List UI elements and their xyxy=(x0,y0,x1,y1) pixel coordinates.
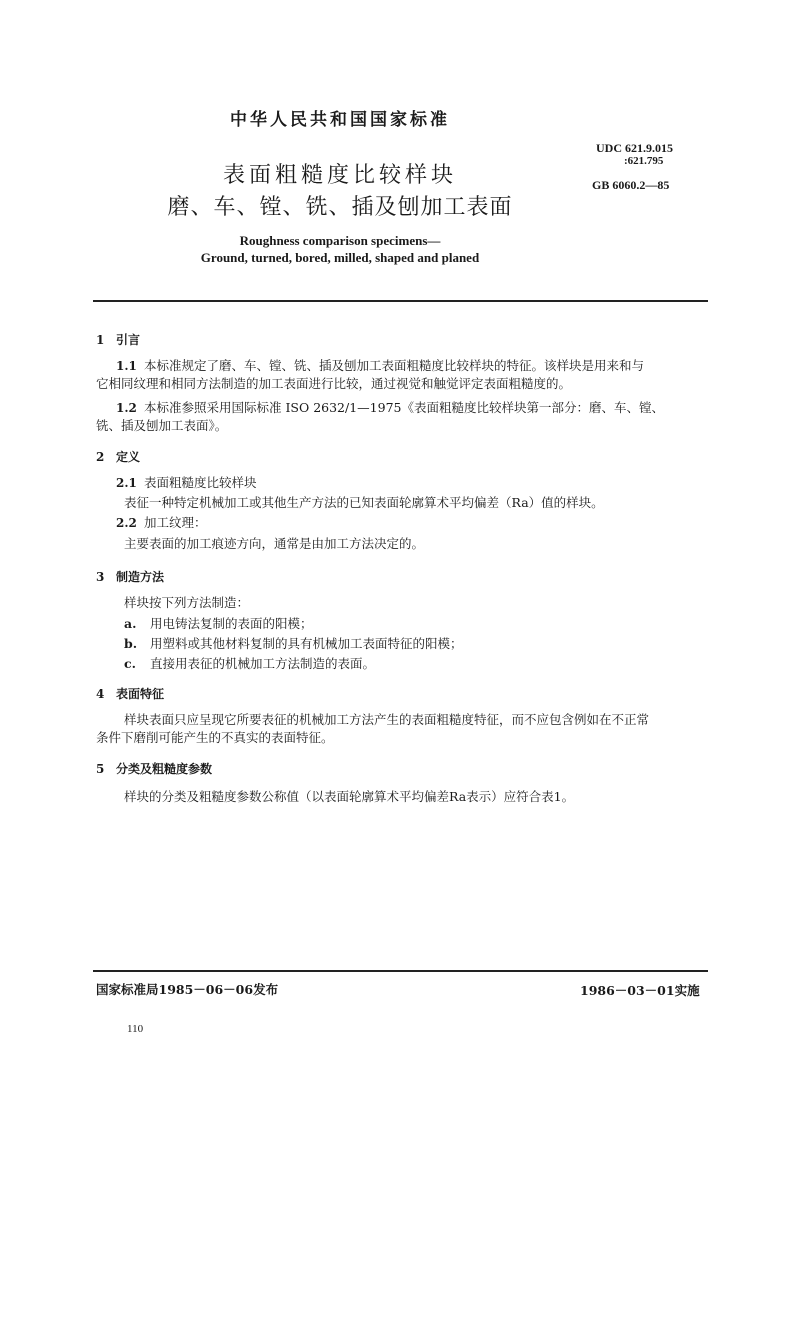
section-5-title: 分类及粗糙度参数 xyxy=(116,762,213,776)
section-3-number: 3 xyxy=(96,570,105,584)
list-item-b-text: 用塑料或其他材料复制的具有机械加工表面特征的阳模； xyxy=(150,636,463,651)
list-item-c-text: 直接用表征的机械加工方法制造的表面。 xyxy=(150,656,376,671)
section-5-number: 5 xyxy=(96,762,105,776)
list-item-c-mark: c. xyxy=(124,656,136,671)
list-item-a-mark: a. xyxy=(124,616,137,631)
document-subtitle: 磨、车、镗、铣、插及刨加工表面 xyxy=(167,195,513,220)
page-number: 110 xyxy=(127,1023,144,1035)
section-4-heading xyxy=(96,685,164,702)
english-title: Roughness comparison specimens— xyxy=(239,233,441,248)
section-3-intro: 样块按下列方法制造： xyxy=(124,595,250,610)
section-4-line-2: 条件下磨削可能产生的不真实的表面特征。 xyxy=(96,730,334,745)
section-1-number: 1 xyxy=(96,333,105,347)
clause-2-1-number: 2.1 xyxy=(116,476,137,490)
list-item-c xyxy=(124,654,375,672)
section-1-heading xyxy=(96,331,140,348)
clause-1-1-line-1: 本标准规定了磨、车、镗、铣、插及刨加工表面粗糙度比较样块的特征。该样块是用来和与 xyxy=(144,358,645,373)
section-5-heading xyxy=(96,760,212,777)
english-subtitle: Ground, turned, bored, milled, shaped and planed xyxy=(200,250,480,265)
list-item-b-mark: b. xyxy=(124,636,138,651)
header-divider xyxy=(93,300,708,302)
section-3-title: 制造方法 xyxy=(116,570,165,584)
footer-divider xyxy=(93,970,708,972)
section-2-number: 2 xyxy=(96,450,105,464)
clause-2-2-heading xyxy=(116,514,207,532)
section-4-number: 4 xyxy=(96,687,105,701)
section-3-heading xyxy=(96,568,164,585)
clause-1-1-number: 1.1 xyxy=(116,359,137,373)
section-2-title: 定义 xyxy=(116,450,141,464)
udc-line-2: :621.795 xyxy=(624,155,664,167)
standard-number: GB 6060.2—85 xyxy=(592,178,670,192)
section-4-line-1: 样块表面只应呈现它所要表征的机械加工方法产生的表面粗糙度特征，而不应包含例如在不正常 xyxy=(124,712,650,727)
clause-1-2-line-2: 铣、插及刨加工表面》。 xyxy=(96,418,228,433)
clause-1-1-line-2: 它相同纹理和相同方法制造的加工表面进行比较，通过视觉和触觉评定表面粗糙度的。 xyxy=(96,376,572,391)
list-item-b xyxy=(124,634,463,652)
document-title: 表面粗糙度比较样块 xyxy=(222,163,457,188)
clause-2-2-title: 加工纹理： xyxy=(144,515,207,530)
clause-1-2-number: 1.2 xyxy=(116,401,137,415)
clause-1-1 xyxy=(96,357,716,393)
section-4-text xyxy=(96,711,716,747)
clause-2-1-title: 表面粗糙度比较样块 xyxy=(144,475,257,490)
clause-2-1-heading xyxy=(116,474,257,492)
list-item-a xyxy=(124,614,313,632)
issuing-authority: 中华人民共和国国家标准 xyxy=(230,110,450,130)
list-item-a-text: 用电铸法复制的表面的阳模； xyxy=(150,616,313,631)
clause-2-2-number: 2.2 xyxy=(116,516,137,530)
clause-1-2 xyxy=(96,399,716,435)
section-2-heading xyxy=(96,448,140,465)
udc-line-1: UDC 621.9.015 xyxy=(596,141,673,155)
section-1-title: 引言 xyxy=(116,333,141,347)
section-4-title: 表面特征 xyxy=(116,687,165,701)
clause-2-1-text: 表征一种特定机械加工或其他生产方法的已知表面轮廓算术平均偏差（Ra）值的样块。 xyxy=(124,495,604,510)
clause-2-2-text: 主要表面的加工痕迹方向，通常是由加工方法决定的。 xyxy=(124,536,425,551)
issue-date: 国家标准局1985－06－06发布 xyxy=(96,982,279,997)
effective-date: 1986－03－01实施 xyxy=(580,983,700,998)
section-5-text: 样块的分类及粗糙度参数公称值（以表面轮廓算术平均偏差Ra表示）应符合表1。 xyxy=(124,789,575,804)
clause-1-2-line-1: 本标准参照采用国际标准 ISO 2632/1—1975《表面粗糙度比较样块第一部分：磨、车、镗、 xyxy=(144,400,664,415)
udc-classification xyxy=(596,142,700,168)
